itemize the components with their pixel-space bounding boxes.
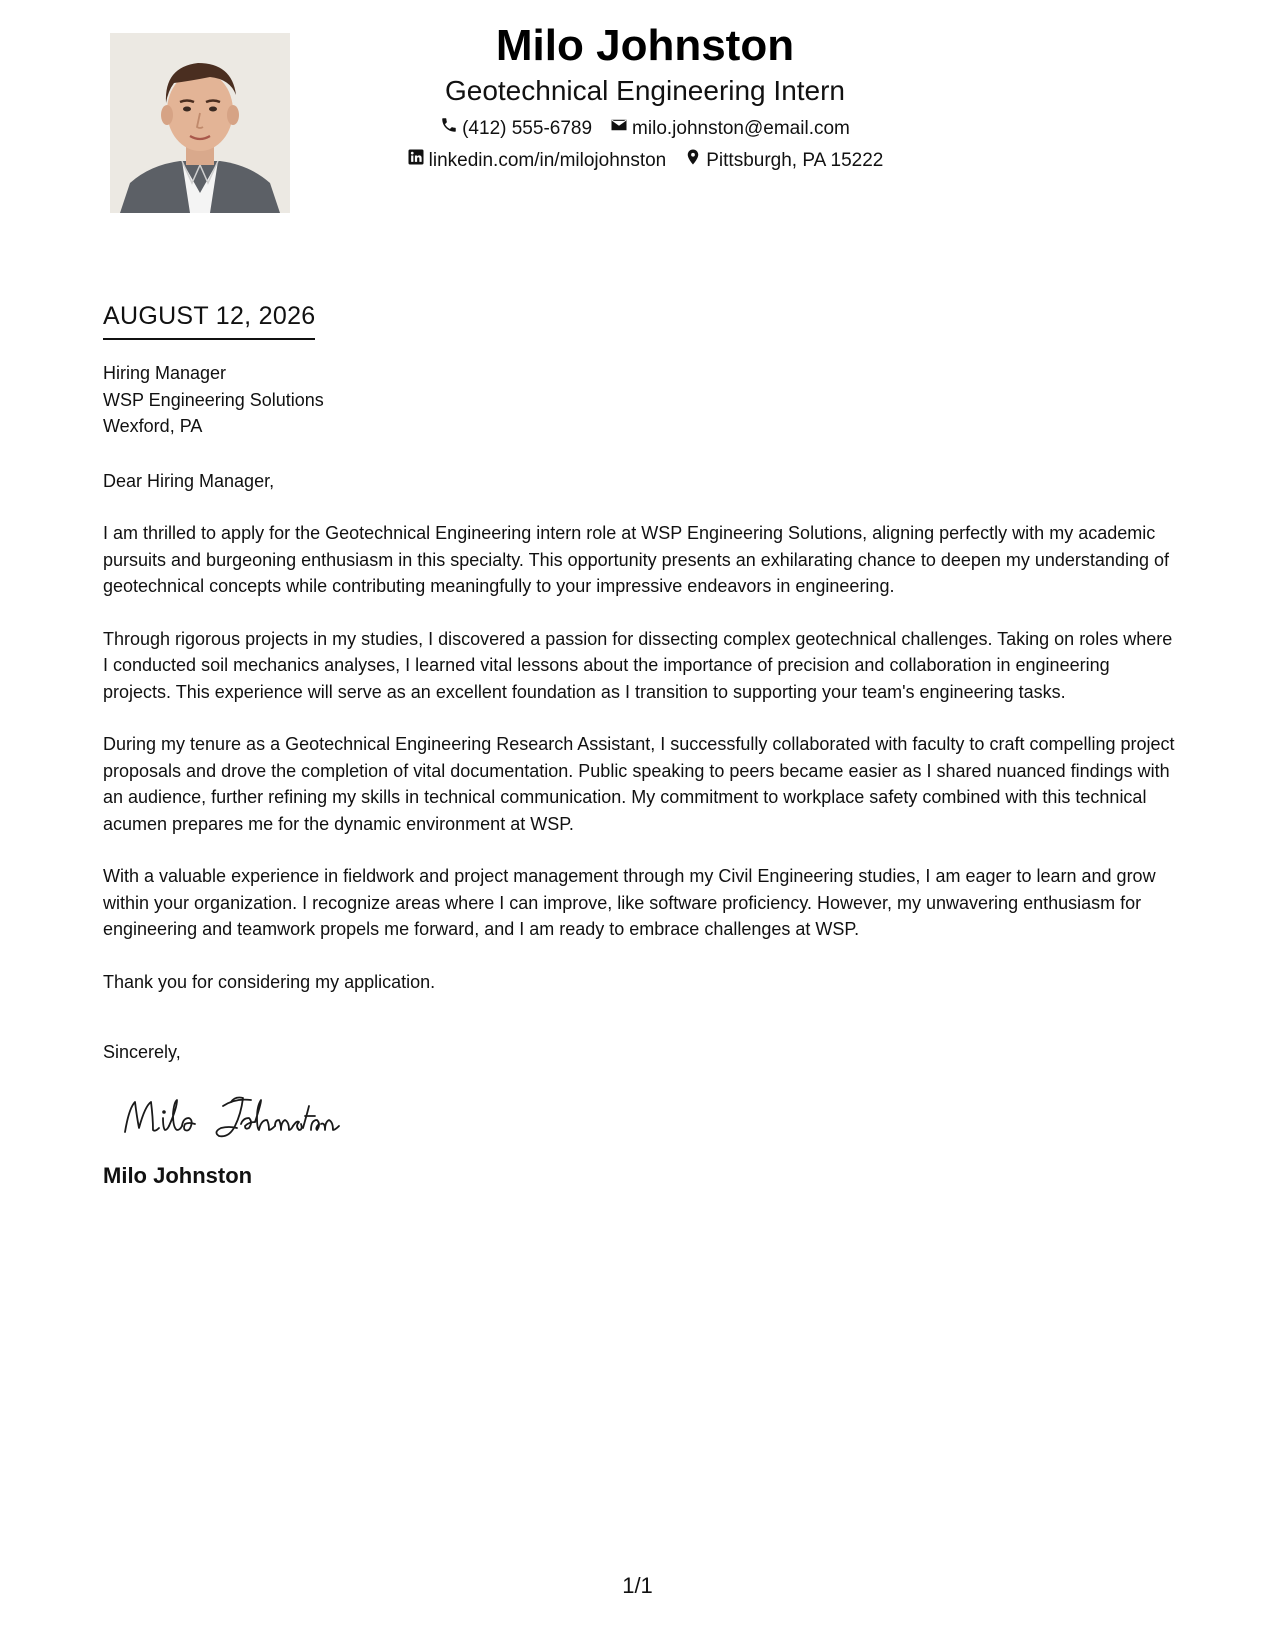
recipient-name: Hiring Manager <box>103 363 227 383</box>
page-number: 1/1 <box>622 1573 653 1598</box>
recipient-block <box>103 360 1178 440</box>
email-text: milo.johnston@email.com <box>632 117 850 139</box>
location-text: Pittsburgh, PA 15222 <box>706 149 884 171</box>
signed-name: Milo Johnston <box>103 1162 253 1188</box>
linkedin-icon <box>407 148 425 173</box>
profile-photo <box>110 33 290 213</box>
contact-location <box>684 148 883 173</box>
contact-row-2 <box>330 148 960 173</box>
recipient-company: WSP Engineering Solutions <box>103 389 324 410</box>
salutation: Dear Hiring Manager, <box>103 470 275 491</box>
linkedin-text: linkedin.com/in/milojohnston <box>428 149 667 171</box>
paragraph: With a valuable experience in fieldwork and project management through my Civil Engineering studies, I am eager to learn and grow within your organization. I recognize areas where I can improve, like software proficiency. However, my unwavering enthusiasm for engineering and teamwork propels me forward, and I am ready to embrace challenges at WSP. <box>103 866 1156 939</box>
handwritten-signature <box>119 1088 359 1144</box>
envelope-icon <box>610 116 628 141</box>
header <box>330 20 960 173</box>
paragraph: Through rigorous projects in my studies, I discovered a passion for dissecting complex geotechnical challenges. Taking on roles where I conducted soil mechanics analyses, I learned vital lessons about the importance of precision and collaboration in engineering projects. This experience will serve as an excellent foundation as I transition to supporting your team's engineering tasks. <box>103 628 1173 702</box>
letter-date: AUGUST 12, 2026 <box>103 300 315 340</box>
contact-row-1 <box>330 116 960 141</box>
candidate-name: Milo Johnston <box>495 21 795 70</box>
map-pin-icon <box>684 148 702 173</box>
paragraph: During my tenure as a Geotechnical Engineering Research Assistant, I successfully collaborated with faculty to craft compelling project proposals and drove the completion of vital documentation. Public speaking to peers became easier as I shared nuanced findings with an audience, further refining my skills in technical communication. My commitment to workplace safety combined with this technical acumen prepares me for the dynamic environment at WSP. <box>103 734 1175 834</box>
contact-linkedin[interactable] <box>407 148 667 173</box>
signoff: Sincerely, <box>103 1042 181 1062</box>
contact-email[interactable] <box>610 116 850 141</box>
paragraph: I am thrilled to apply for the Geotechnical Engineering intern role at WSP Engineering Solutions, aligning perfectly with my academic pursuits and burgeoning enthusiasm in this specialty. This opportunity presents an exhilarating chance to deepen my understanding of geotechnical concepts while contributing meaningfully to your impressive endeavors in engineering. <box>103 523 1169 596</box>
closing-thanks: Thank you for considering my application. <box>103 971 436 992</box>
date-block <box>103 300 315 340</box>
contact-phone <box>440 116 592 141</box>
letter-body <box>103 360 1178 1190</box>
job-title: Geotechnical Engineering Intern <box>444 75 846 106</box>
phone-icon <box>440 116 458 141</box>
phone-text: (412) 555-6789 <box>462 117 593 139</box>
recipient-location: Wexford, PA <box>103 416 203 436</box>
